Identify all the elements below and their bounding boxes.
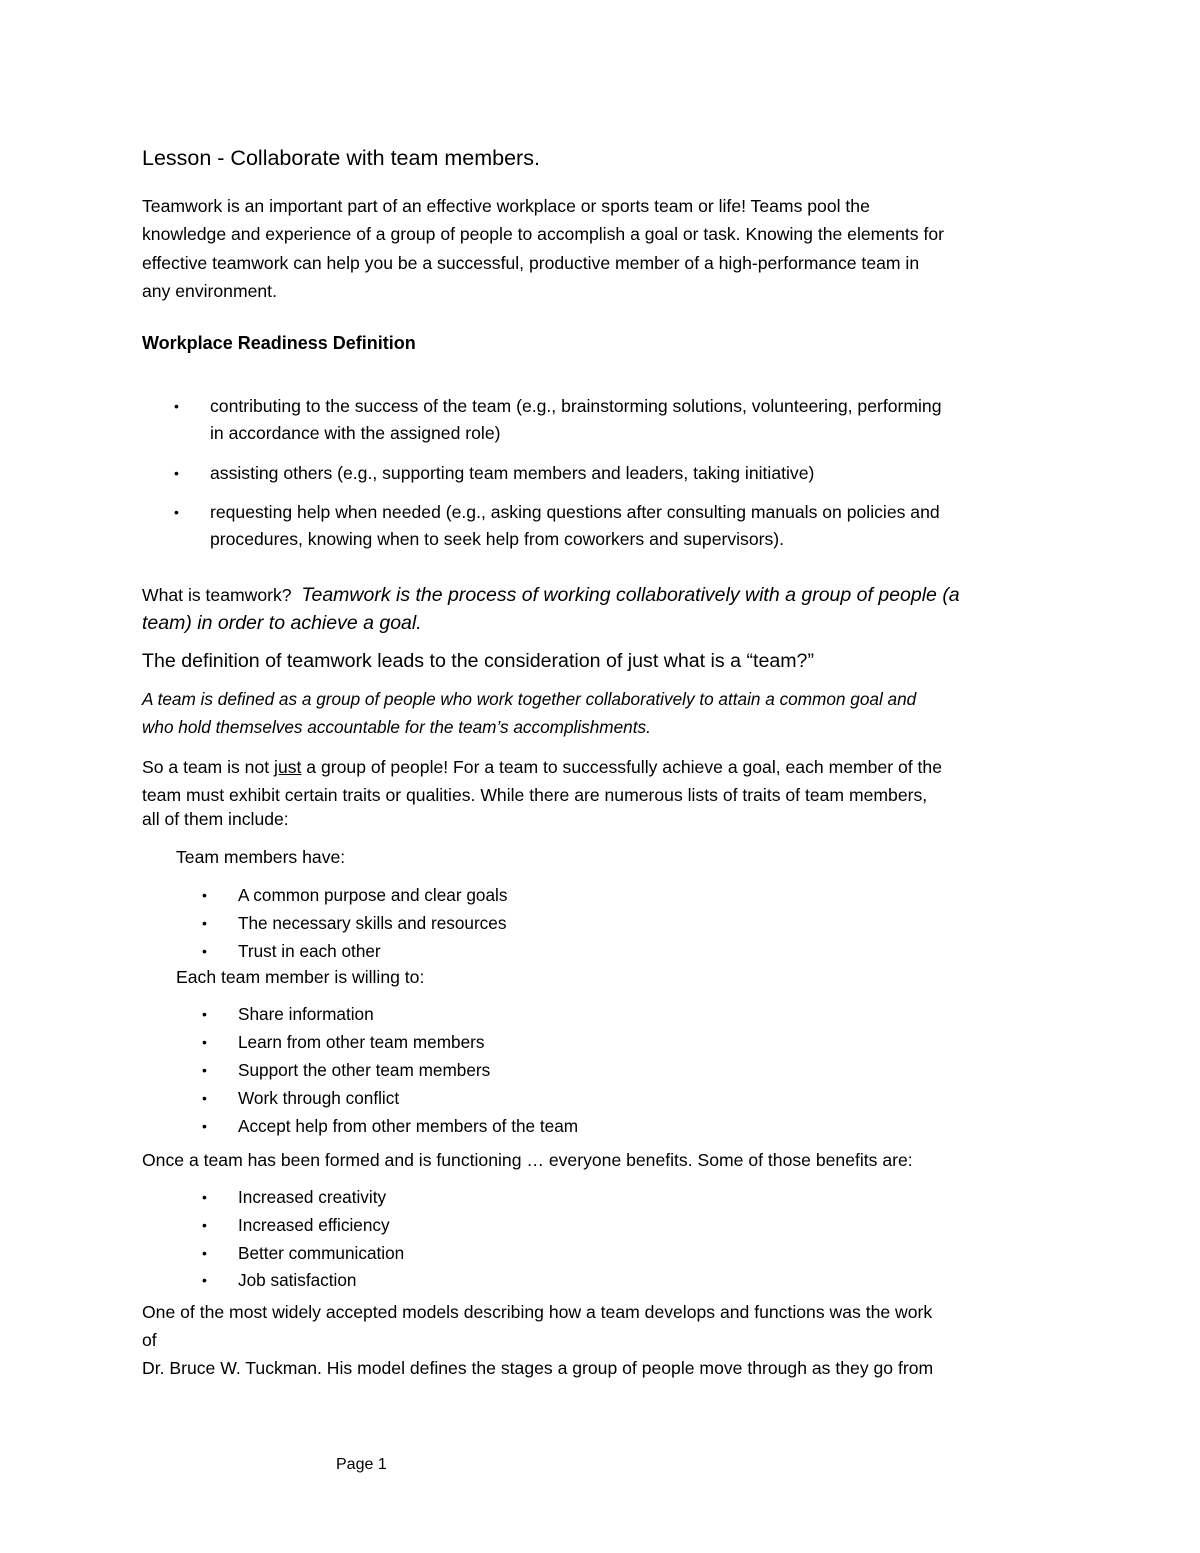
list-item-text: Work through conflict (238, 1088, 400, 1108)
list-item-text: Job satisfaction (238, 1270, 357, 1290)
bullet-icon: • (202, 915, 207, 931)
so-para-line2: team must exhibit certain traits or qualities. While there are numerous lists of traits of team members, (142, 785, 928, 805)
intro-line-3: effective teamwork can help you be a successful, productive member of a high-performance team in (142, 253, 920, 273)
so-para-text: So a team is not (142, 757, 275, 777)
readiness-bullet (174, 393, 1074, 449)
list-item-text: Increased creativity (238, 1187, 387, 1207)
members-have-label: Team members have: (176, 847, 346, 867)
team-definition-line2: who hold themselves accountable for the team’s accomplishments. (142, 717, 651, 737)
benefits-intro: Once a team has been formed and is functioning … everyone benefits. Some of those benefits are: (142, 1150, 913, 1170)
list-item-text: Share information (238, 1004, 374, 1024)
what-is-teamwork-line1 (142, 584, 960, 607)
readiness-bullet (174, 499, 1074, 555)
list-item-text: Trust in each other (238, 941, 381, 961)
readiness-bullet-line: in accordance with the assigned role) (210, 423, 501, 443)
bullet-icon: • (202, 1245, 207, 1261)
readiness-bullet-line: requesting help when needed (e.g., asking questions after consulting manuals on policies and (210, 502, 940, 522)
bullet-icon: • (202, 1034, 207, 1050)
bullet-icon: • (174, 504, 179, 520)
page-number: Page 1 (336, 1456, 387, 1473)
readiness-heading: Workplace Readiness Definition (142, 333, 416, 353)
bullet-icon: • (202, 1272, 207, 1288)
lesson-title: Lesson - Collaborate with team members. (142, 146, 540, 170)
bullet-icon: • (202, 1217, 207, 1233)
bullet-icon: • (174, 398, 179, 414)
what-is-answer-1: Teamwork is the process of working collaboratively with a group of people (a (301, 584, 960, 606)
list-item-text: The necessary skills and resources (238, 913, 507, 933)
readiness-bullet-line: contributing to the success of the team (e.g., brainstorming solutions, volunteering, performing (210, 396, 942, 416)
bullet-icon: • (202, 1062, 207, 1078)
closing-line1: One of the most widely accepted models describing how a team develops and functions was the work (142, 1302, 933, 1322)
willing-label: Each team member is willing to: (176, 967, 425, 987)
list-item-text: Learn from other team members (238, 1032, 485, 1052)
closing-line2: of (142, 1330, 157, 1350)
bullet-icon: • (202, 1189, 207, 1205)
readiness-bullet-line: procedures, knowing when to seek help from coworkers and supervisors). (210, 529, 785, 549)
what-is-label: What is teamwork? (142, 585, 292, 605)
list-item-text: A common purpose and clear goals (238, 885, 508, 905)
bullet-icon: • (202, 1090, 207, 1106)
bullet-icon: • (202, 887, 207, 903)
readiness-bullet-line: assisting others (e.g., supporting team members and leaders, taking initiative) (210, 463, 815, 483)
bullet-icon: • (202, 1118, 207, 1134)
intro-line-1: Teamwork is an important part of an effective workplace or sports team or life! Teams pool the (142, 196, 870, 216)
intro-line-2: knowledge and experience of a group of people to accomplish a goal or task. Knowing the elements for (142, 224, 944, 244)
list-item-text: Accept help from other members of the team (238, 1116, 579, 1136)
team-definition-line1: A team is defined as a group of people who work together collaboratively to attain a common goal and (142, 689, 917, 709)
list-item-text: Better communication (238, 1243, 405, 1263)
list-item-text: Support the other team members (238, 1060, 491, 1080)
what-is-answer-2: team) in order to achieve a goal. (142, 612, 422, 634)
readiness-bullet (174, 460, 1074, 488)
list-item-text: Increased efficiency (238, 1215, 390, 1235)
so-para-line3: all of them include: (142, 809, 289, 829)
closing-line3: Dr. Bruce W. Tuckman. His model defines the stages a group of people move through as they go from (142, 1358, 934, 1378)
definition-heading: The definition of teamwork leads to the consideration of just what is a “team?” (142, 650, 814, 672)
bullet-icon: • (202, 943, 207, 959)
so-para-underlined: just (274, 757, 302, 777)
intro-line-4: any environment. (142, 281, 277, 301)
bullet-icon: • (174, 465, 179, 481)
so-para-line1 (142, 757, 942, 778)
so-para-text: a group of people! For a team to successfully achieve a goal, each member of the (301, 757, 942, 777)
bullet-icon: • (202, 1006, 207, 1022)
